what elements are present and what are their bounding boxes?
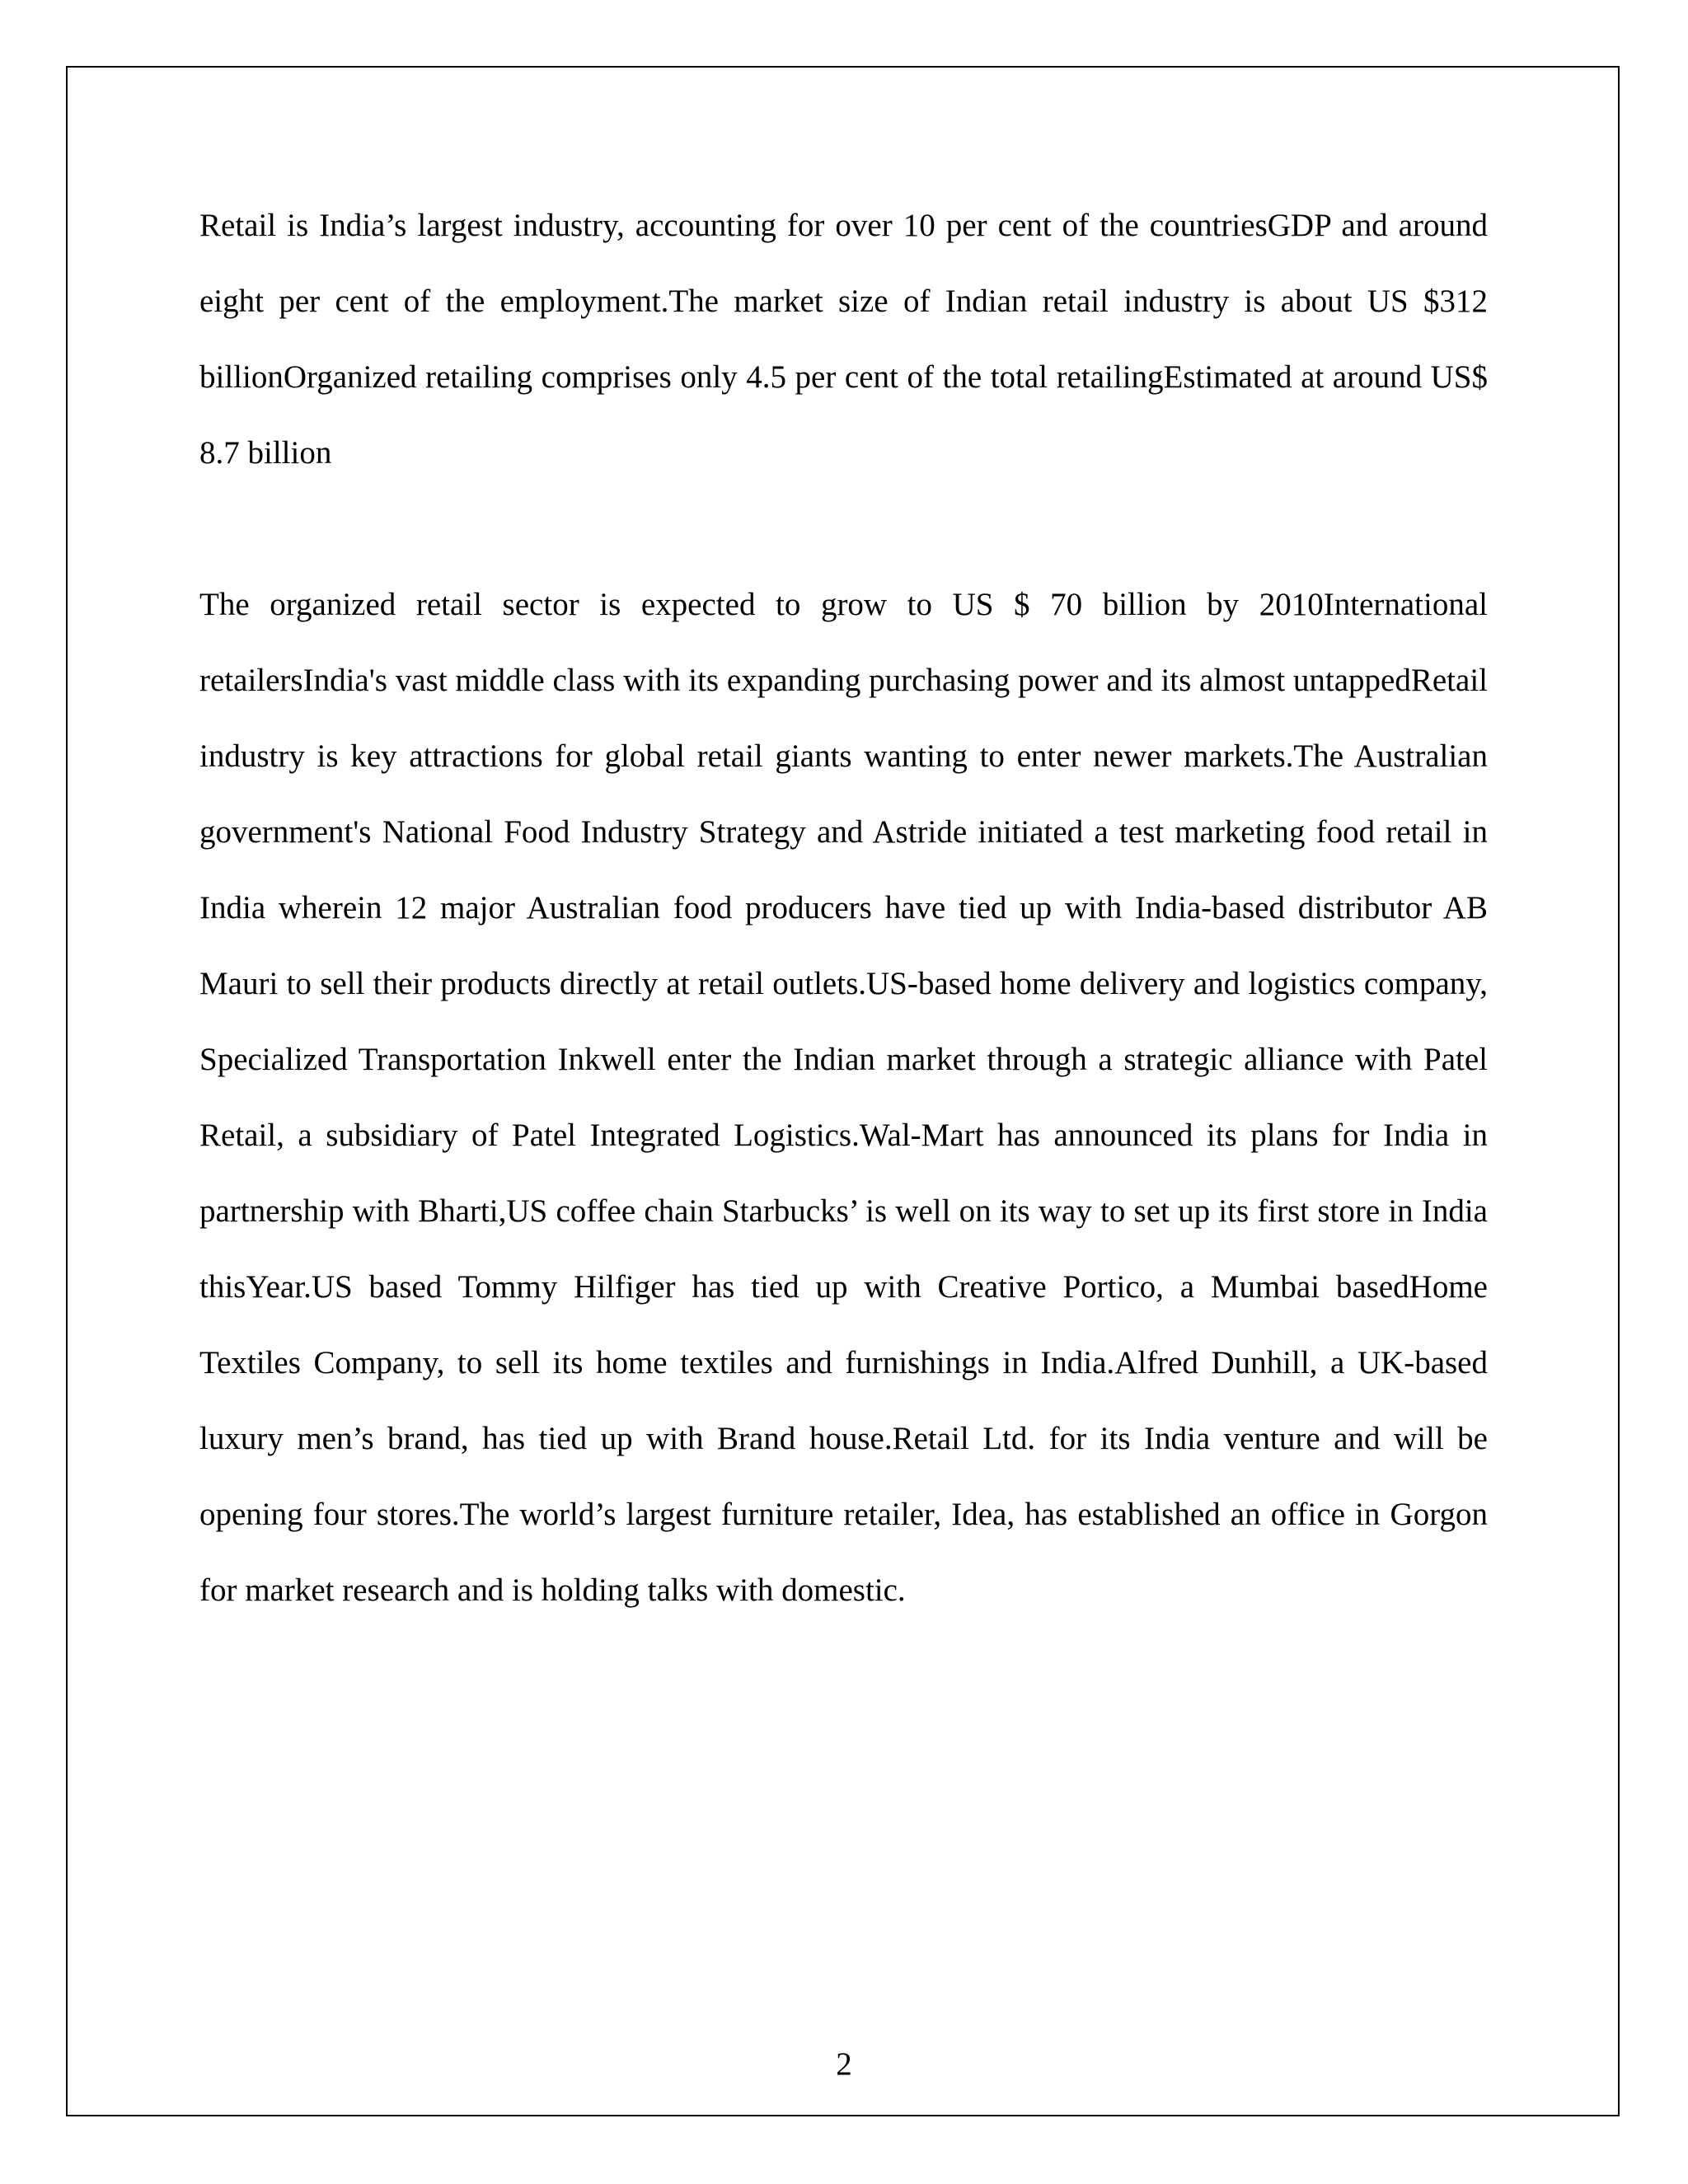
paragraph-organized-retail-growth: The organized retail sector is expected to grow to US $ 70 billion by 2010International retailersIndia's vast middle class with its expanding purchasing power and its almost untappedRetail industry is key attractions for global retail giants wanting to enter newer markets.The Australian government's National Food Industry Strategy and Astride initiated a test marketing food retail in India wherein 12 major Australian food producers have tied up with India-based distributor AB Mauri to sell their products directly at retail outlets.US-based home delivery and logistics company, Specialized Transportation Inkwell enter the Indian market through a strategic alliance with Patel Retail, a subsidiary of Patel Integrated Logistics.Wal-Mart has announced its plans for India in partnership with Bharti,US coffee chain Starbucks’ is well on its way to set up its first store in India thisYear.US based Tommy Hilfiger has tied up with Creative Portico, a Mumbai basedHome Textiles Company, to sell its home textiles and furnishings in India.Alfred Dunhill, a UK-based luxury men’s brand, has tied up with Brand house.Retail Ltd. for its India venture and will be opening four stores.The world’s largest furniture retailer, Idea, has established an office in Gorgon for market research and is holding talks with domestic. xyxy=(199,587,1488,1608)
paragraph-retail-industry-overview: Retail is India’s largest industry, accounting for over 10 per cent of the countriesGDP and around eight per cent of the employment.The market size of Indian retail industry is about US $312 billionOrganized retailing comprises only 4.5 per cent of the total retailingEstimated at around US$ 8.7 billion xyxy=(199,208,1488,471)
page-number: 2 xyxy=(836,2046,852,2082)
page-body xyxy=(199,188,1488,1629)
